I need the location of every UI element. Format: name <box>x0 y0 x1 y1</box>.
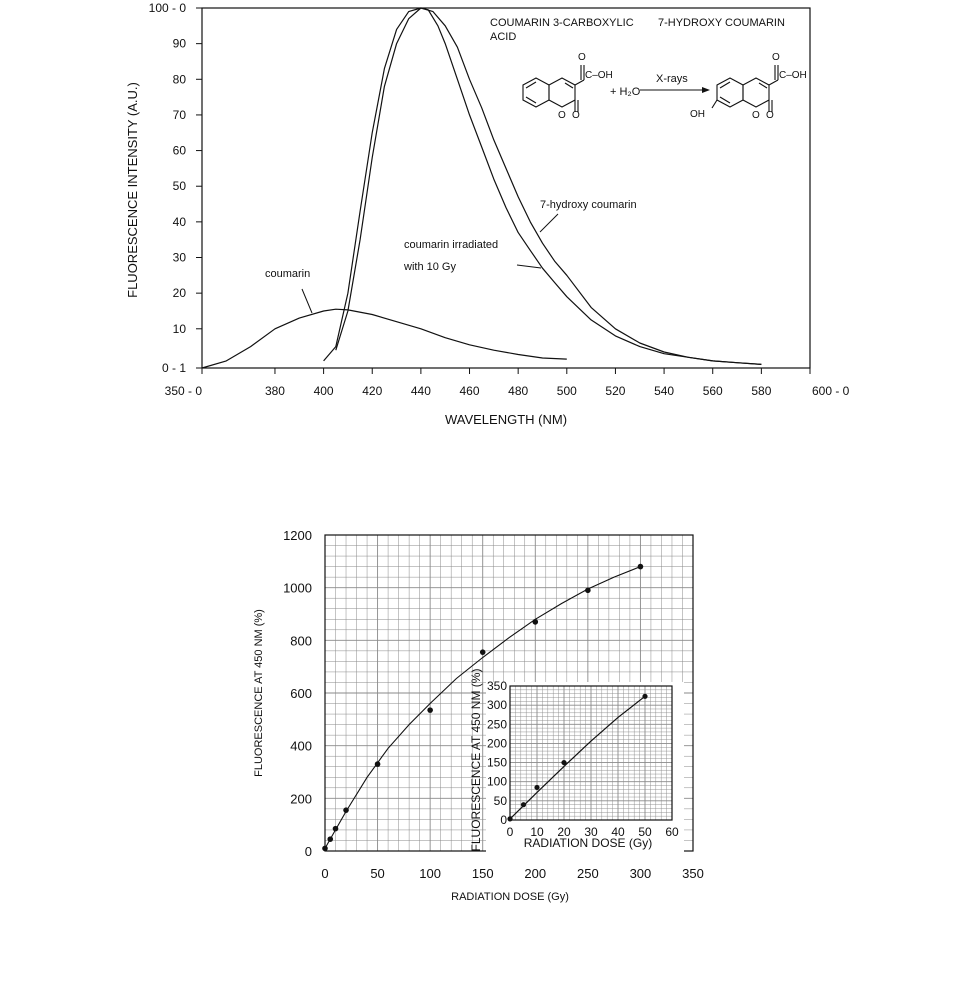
inset-chart <box>469 669 684 854</box>
spectrum-x-tick-label: 580 <box>751 384 772 398</box>
inset-data-point <box>534 785 539 790</box>
spectrum-y-tick-label: 40 <box>172 214 186 229</box>
dose-data-point <box>585 588 591 594</box>
inset-x-tick-label: 20 <box>557 825 571 839</box>
inset-data-point <box>642 694 647 699</box>
spectrum-y-tick-label: 60 <box>172 143 186 158</box>
dose-x-axis-label: RADIATION DOSE (Gy) <box>451 891 569 903</box>
inset-x-tick-label: 60 <box>665 825 679 839</box>
spectrum-y-tick-label: 20 <box>172 286 186 301</box>
spectrum-x-tick-label: 380 <box>264 384 285 398</box>
dose-y-axis-label: FLUORESCENCE AT 450 NM (%) <box>253 609 265 777</box>
annotation-irradiated-line1: coumarin irradiated <box>404 239 499 251</box>
spectrum-x-tick-label: 440 <box>410 384 431 398</box>
product-lactone-o: O <box>766 110 774 121</box>
dose-y-tick-label: 1200 <box>283 528 312 543</box>
dose-data-point <box>343 807 349 813</box>
product-carbonyl-o: O <box>772 52 780 63</box>
annotation-coumarin: coumarin <box>265 268 311 280</box>
dose-data-point <box>638 564 644 570</box>
dose-y-tick-label: 400 <box>290 738 312 754</box>
inset-data-point <box>507 816 512 821</box>
inset-data-point <box>561 760 566 765</box>
dose-data-point <box>480 649 486 655</box>
dose-y-tick-label: 600 <box>290 686 312 701</box>
product-structure-icon <box>712 65 778 112</box>
dose-x-tick-label: 0 <box>321 866 329 881</box>
spectrum-y-tick-label: 70 <box>172 107 186 122</box>
dose-data-point <box>322 846 328 852</box>
annotation-coumarin-leader <box>302 289 312 313</box>
dose-y-tick-label: 1000 <box>283 580 312 596</box>
annotation-hydroxy: 7-hydroxy coumarin <box>540 199 637 211</box>
dose-data-point <box>532 619 538 625</box>
dose-y-tick-label: 200 <box>290 791 312 807</box>
spectrum-series-coumarin <box>202 309 567 368</box>
spectrum-y-ticks <box>149 1 202 375</box>
spectrum-series <box>202 8 761 368</box>
spectrum-x-tick-label: 560 <box>702 384 723 398</box>
inset-y-axis-label: FLUORESCENCE AT 450 NM (%) <box>469 668 483 852</box>
spectrum-y-axis-label: FLUORESCENCE INTENSITY (A.U.) <box>125 82 140 298</box>
annotation-irradiated-line2: with 10 Gy <box>404 261 456 273</box>
reactant-lactone-o: O <box>572 110 580 121</box>
reaction-scheme <box>490 17 807 121</box>
reactant-ring-o: O <box>558 110 566 121</box>
dose-x-tick-label: 300 <box>629 866 652 881</box>
reactant-name-line2: ACID <box>490 31 517 43</box>
reactant-name-line1: COUMARIN 3-CARBOXYLIC <box>490 17 634 29</box>
dose-data-point <box>333 826 339 832</box>
inset-x-tick-label: 40 <box>611 825 625 839</box>
inset-y-tick-label: 0 <box>500 813 507 827</box>
spectrum-series-irradiated <box>324 8 762 364</box>
dose-y-tick-label: 0 <box>304 844 312 859</box>
inset-x-axis-label: RADIATION DOSE (Gy) <box>523 836 653 850</box>
inset-x-tick-label: 50 <box>638 825 652 839</box>
inset-y-tick-label: 200 <box>486 736 507 751</box>
inset-y-tick-label: 250 <box>486 717 507 732</box>
product-ring-o: O <box>752 110 760 121</box>
spectrum-y-tick-label: 100 - 0 <box>148 1 186 15</box>
spectrum-series-hydroxy <box>336 8 762 364</box>
dose-x-tick-label: 100 <box>419 866 441 881</box>
reactant-cooh: C–OH <box>585 70 613 81</box>
spectrum-x-tick-label: 500 <box>556 384 577 398</box>
dose-y-tick-label: 800 <box>290 633 312 649</box>
spectrum-x-tick-label: 520 <box>605 384 626 398</box>
spectrum-x-tick-label: 540 <box>654 384 675 398</box>
product-name: 7-HYDROXY COUMARIN <box>658 17 785 29</box>
reagent-water: + H₂O <box>610 86 641 98</box>
annotation-irradiated-leader <box>517 265 541 268</box>
spectrum-y-tick-label: 30 <box>172 250 186 265</box>
product-cooh: C–OH <box>779 70 807 81</box>
spectrum-x-tick-label: 350 - 0 <box>164 384 202 398</box>
inset-x-tick-label: 30 <box>584 825 598 839</box>
inset-x-tick-label: 10 <box>530 825 544 839</box>
dose-x-tick-label: 150 <box>471 866 494 881</box>
inset-data-point <box>521 802 526 807</box>
spectrum-x-tick-label: 600 - 0 <box>812 384 850 398</box>
annotation-hydroxy-leader <box>540 214 558 232</box>
inset-y-tick-label: 300 <box>486 698 507 713</box>
dose-data-point <box>427 707 433 713</box>
reactant-carbonyl-o: O <box>578 52 586 63</box>
dose-x-tick-label: 250 <box>577 866 599 881</box>
dose-data-point <box>327 836 333 842</box>
reaction-arrowhead-icon <box>702 87 710 93</box>
inset-y-tick-label: 350 <box>486 679 507 693</box>
product-oh: OH <box>690 109 705 120</box>
spectrum-x-tick-label: 460 <box>459 384 480 398</box>
spectrum-x-tick-label: 480 <box>508 384 529 398</box>
dose-x-tick-label: 50 <box>370 866 385 881</box>
spectrum-y-tick-label: 10 <box>172 321 186 336</box>
dose-data-point <box>375 761 381 767</box>
spectrum-x-axis-label: WAVELENGTH (NM) <box>444 412 568 427</box>
inset-y-tick-label: 100 <box>486 774 507 789</box>
dose-x-tick-label: 200 <box>524 866 547 881</box>
spectrum-y-tick-label: 90 <box>172 36 186 51</box>
spectrum-x-ticks <box>165 368 850 398</box>
arrow-label-xrays: X-rays <box>656 73 688 85</box>
spectrum-y-tick-label: 0 - 1 <box>161 361 186 375</box>
spectrum-chart <box>125 1 850 427</box>
spectrum-x-tick-label: 400 <box>313 384 334 398</box>
inset-x-tick-label: 0 <box>506 825 514 839</box>
spectrum-x-tick-label: 420 <box>362 384 383 398</box>
spectrum-y-tick-label: 50 <box>172 179 186 194</box>
dose-response-chart <box>253 528 704 903</box>
spectrum-y-tick-label: 80 <box>172 72 186 87</box>
reactant-structure-icon <box>523 65 584 112</box>
dose-x-tick-label: 350 <box>682 866 704 881</box>
inset-y-tick-label: 50 <box>493 793 507 808</box>
inset-y-tick-label: 150 <box>486 755 507 770</box>
spectrum-plot-frame <box>202 8 810 368</box>
